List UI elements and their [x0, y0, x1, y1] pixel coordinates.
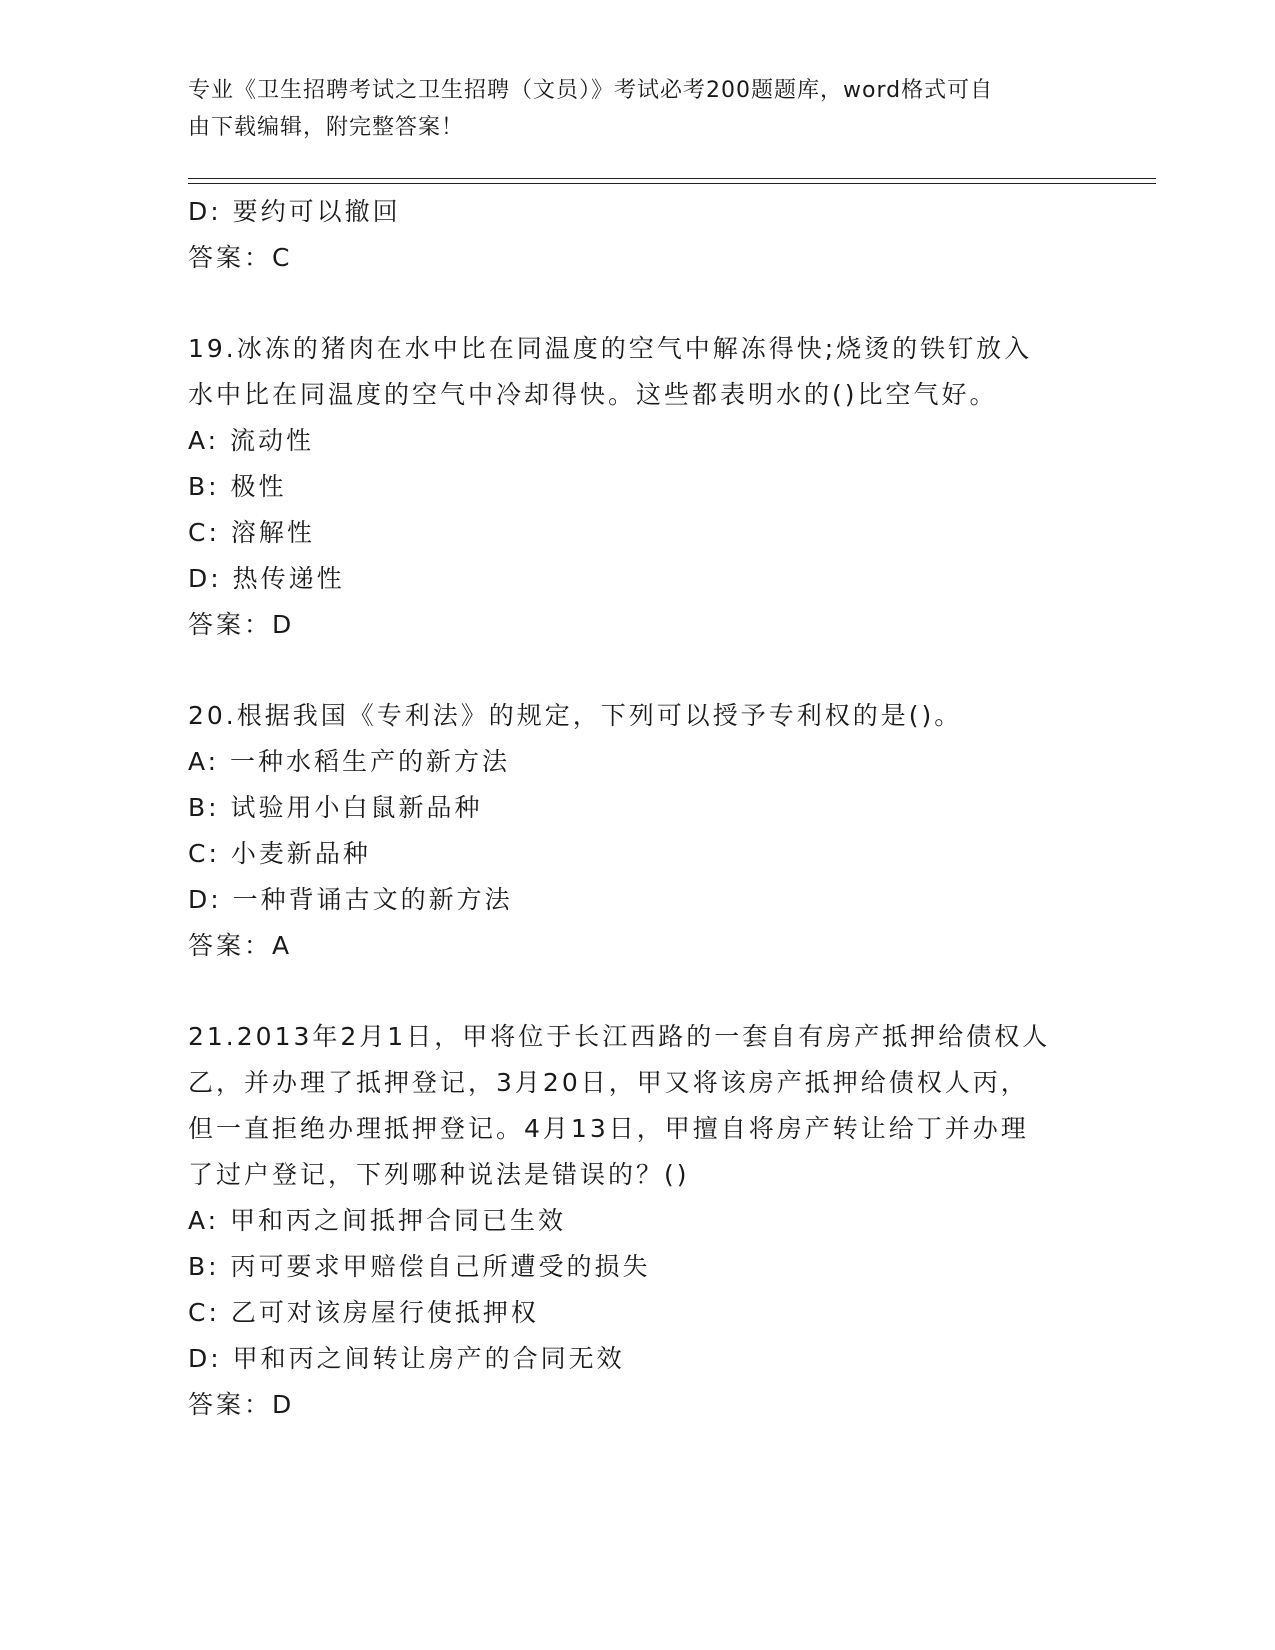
option-d: D: 热传递性 [188, 564, 345, 593]
question-spacer [188, 969, 1088, 1014]
option-d: D: 要约可以撤回 [188, 197, 401, 226]
option-d: D: 甲和丙之间转让房产的合同无效 [188, 1344, 625, 1373]
question-stem-line: 20.根据我国《专利法》的规定，下列可以授予专利权的是()。 [188, 701, 963, 730]
header-divider-bottom [188, 183, 1156, 184]
question-stem-line: 21.2013年2月1日，甲将位于长江西路的一套自有房产抵押给债权人 [188, 1022, 1051, 1051]
answer-line: 答案：C [188, 243, 293, 272]
question-spacer [188, 648, 1088, 693]
document-body [188, 189, 1088, 1428]
question-21 [188, 1014, 1088, 1428]
header-divider-top [188, 178, 1156, 179]
option-b: B: 试验用小白鼠新品种 [188, 793, 483, 822]
header-line-1: 专业《卫生招聘考试之卫生招聘（文员）》考试必考200题题库，word格式可自 [188, 78, 994, 103]
option-c: C: 溶解性 [188, 518, 315, 547]
option-c: C: 小麦新品种 [188, 839, 371, 868]
document-header [188, 72, 1088, 146]
question-stem-line: 乙，并办理了抵押登记，3月20日，甲又将该房产抵押给债权人丙， [188, 1068, 1029, 1097]
option-b: B: 极性 [188, 472, 287, 501]
option-a: A: 甲和丙之间抵押合同已生效 [188, 1206, 567, 1235]
option-a: A: 一种水稻生产的新方法 [188, 747, 511, 776]
question-20 [188, 693, 1088, 969]
answer-line: 答案：D [188, 1390, 295, 1419]
header-line-2: 由下载编辑，附完整答案！ [188, 115, 465, 140]
answer-line: 答案：D [188, 610, 295, 639]
question-18-tail [188, 189, 1088, 281]
question-stem-line: 了过户登记，下列哪种说法是错误的？() [188, 1160, 690, 1189]
question-stem-line: 19.冰冻的猪肉在水中比在同温度的空气中解冻得快;烧烫的铁钉放入 [188, 334, 1033, 363]
question-stem-line: 但一直拒绝办理抵押登记。4月13日，甲擅自将房产转让给丁并办理 [188, 1114, 1029, 1143]
option-d: D: 一种背诵古文的新方法 [188, 885, 513, 914]
option-a: A: 流动性 [188, 426, 315, 455]
option-c: C: 乙可对该房屋行使抵押权 [188, 1298, 539, 1327]
answer-line: 答案：A [188, 931, 293, 960]
option-b: B: 丙可要求甲赔偿自己所遭受的损失 [188, 1252, 651, 1281]
question-19 [188, 326, 1088, 648]
question-stem-line: 水中比在同温度的空气中冷却得快。这些都表明水的()比空气好。 [188, 380, 998, 409]
question-spacer [188, 281, 1088, 326]
